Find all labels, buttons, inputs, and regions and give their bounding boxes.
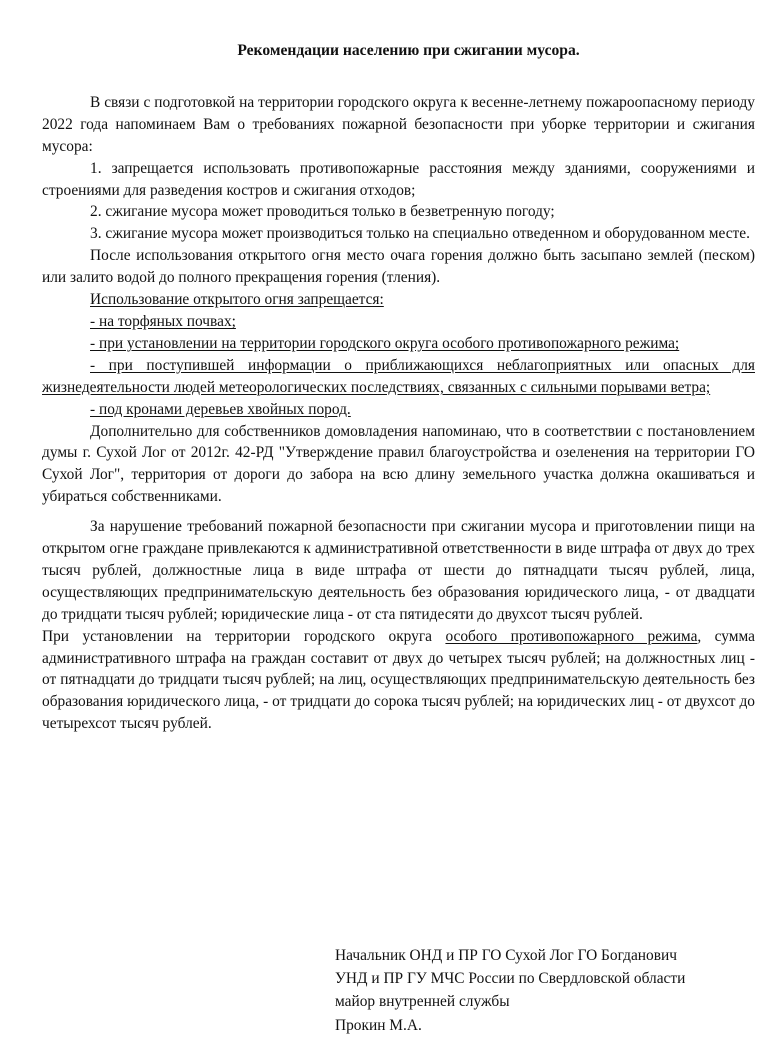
document-title: Рекомендации населению при сжигании мусора. <box>237 42 580 59</box>
signature-block <box>335 944 765 1037</box>
intro-paragraph: В связи с подготовкой на территории городского округа к весенне-летнему пожароопасному периоду 2022 года напоминаем Вам о требованиях пожарной безопасности при уборке территории и сжигания мусора: <box>42 93 755 155</box>
after-use-paragraph: После использования открытого огня место очага горения должно быть засыпано землей (песком) или залито водой до полного прекращения горения (тления). <box>42 247 755 287</box>
prohibited-heading <box>42 289 755 311</box>
prohibited-item-1 <box>42 311 755 333</box>
signature-line-2: УНД и ПР ГУ МЧС России по Свердловской области <box>335 970 686 988</box>
fines-regime-lead: При установлении на территории городского округа <box>42 627 446 645</box>
fines-regime-underlined: особого противопожарного режима <box>445 627 698 645</box>
fines-paragraph: За нарушение требований пожарной безопасности при сжигании мусора и приготовлении пищи на открытом огне граждане привлекаются к административной ответственности в виде штрафа от двух до трех тысяч рублей, должностные лица в виде штрафа от шести до пятнадцати тысяч рублей, лица, осуществляющих предпринимательскую деятельность без образования юридического лица, - от двадцати до тридцати тысяч рублей; юридические лица - от ста пятидесяти до двухсот тысяч рублей. <box>42 518 755 623</box>
signature-line-4: Прокин М.А. <box>335 1016 422 1034</box>
rule-item-3: 3. сжигание мусора может производиться только на специально отведенном и оборудованном месте. <box>90 225 750 243</box>
signature-line-1: Начальник ОНД и ПР ГО Сухой Лог ГО Богданович <box>335 947 677 964</box>
prohibited-item-text: - под кронами деревьев хвойных пород. <box>90 400 351 418</box>
prohibited-item-3 <box>42 355 755 399</box>
prohibited-item-text: - при установлении на территории городского округа особого противопожарного режима; <box>90 334 680 352</box>
rule-item-1: 1. запрещается использовать противопожарные расстояния между зданиями, сооружениями и строениями для разведения костров и сжигания отходов; <box>42 159 755 199</box>
fines-regime-paragraph <box>42 626 755 736</box>
owners-paragraph: Дополнительно для собственников домовладения напоминаю, что в соответствии с постановлением думы г. Сухой Лог от 2012г. 42-РД "Утверждение правил благоустройства и озеленения на территории ГО Сухой Лог", территория от дороги до забора на всю длину земельного участка должна окашиваться и убираться собственниками. <box>42 422 755 506</box>
rule-item-2: 2. сжигание мусора может проводиться только в безветренную погоду; <box>90 203 555 221</box>
document-body <box>42 40 755 735</box>
prohibited-heading-text: Использование открытого огня запрещается: <box>90 291 384 309</box>
signature-line-3: майор внутренней службы <box>335 993 510 1011</box>
prohibited-item-text: - при поступившей информации о приближающихся неблагоприятных или опасных для жизнедеятельности людей метеорологических последствиях, связанных с сильными порывами ветра; <box>42 356 755 396</box>
prohibited-item-4 <box>42 399 755 421</box>
fines-regime-rest: , сумма административного штрафа на граждан составит от двух до четырех тысяч рублей; на должностных лиц - от пятнадцати до тридцати тысяч рублей; на лиц, осуществляющих предпринимательскую деятельность без образования юридического лица, - от тридцати до сорока тысяч рублей; на юридических лиц - от двухсот до четырехсот тысяч рублей. <box>42 627 755 733</box>
prohibited-item-2 <box>42 333 755 355</box>
prohibited-item-text: - на торфяных почвах; <box>90 312 236 330</box>
